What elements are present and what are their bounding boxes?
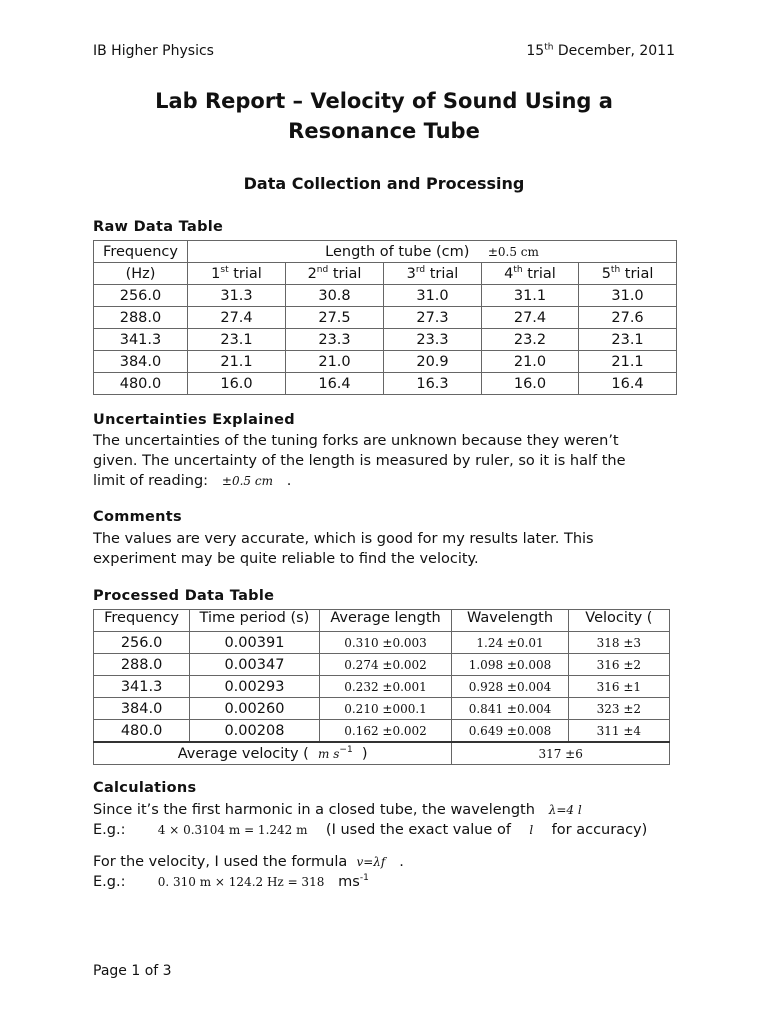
calculations-text: Since it’s the first harmonic in a closed tube, the wavelength λ=4 l E.g.: 4 × 0.3104 m = 1.242 m (I used the exact value of l for accuracy) For the velocity, I used the formula v=λf . E.g.: 0. 310 m × 124.2 Hz = 318 $ms^{-1}$ [93, 802, 648, 890]
data-cell: 384.0 [94, 698, 190, 720]
comments-text: The values are very accurate, which is good for my results later. This experiment may be quite reliable to find the velocity. [93, 531, 594, 567]
freq-header: Frequency [94, 241, 188, 263]
length-header: Length of tube (cm) ±0.5 cm [188, 241, 677, 263]
data-cell: 480.0 [94, 720, 190, 743]
data-cell: 316 ±2 [568, 654, 669, 676]
section-title: Data Collection and Processing [243, 174, 525, 193]
data-cell: 316 ±1 [568, 676, 669, 698]
data-cell: 0.310 ±0.003 [319, 632, 452, 654]
raw-data-table [93, 240, 677, 395]
data-cell: 318 ±3 [568, 632, 669, 654]
data-cell: 0.00260 [190, 698, 320, 720]
data-cell: 0.274 ±0.002 [319, 654, 452, 676]
trial-header: 1st trial [188, 263, 286, 285]
data-cell: 0.649 ±0.008 [452, 720, 568, 743]
data-cell: 0.162 ±0.002 [319, 720, 452, 743]
average-velocity-value: 317 ±6 [452, 742, 670, 765]
page-header [93, 43, 675, 59]
course-name: IB Higher Physics [93, 43, 214, 59]
report-date: 15th December, 2011 [526, 42, 675, 59]
data-cell: 1.24 ±0.01 [452, 632, 568, 654]
length-cell: 31.0 [384, 285, 482, 307]
data-cell: 311 ±4 [568, 720, 669, 743]
table-row [94, 351, 677, 373]
length-cell: 31.0 [579, 285, 677, 307]
length-cell: 23.2 [482, 329, 579, 351]
data-cell: 0.841 ±0.004 [452, 698, 568, 720]
data-cell: 0.00208 [190, 720, 320, 743]
table-row [94, 285, 677, 307]
column-header: Average length [319, 610, 452, 632]
length-cell: 16.4 [286, 373, 384, 395]
data-cell: 0.210 ±000.1 [319, 698, 452, 720]
document-page [93, 0, 675, 1024]
length-cell: 31.1 [482, 285, 579, 307]
table-row [94, 329, 677, 351]
length-cell: 21.0 [286, 351, 384, 373]
trial-header: 2nd trial [286, 263, 384, 285]
table-row [94, 698, 670, 720]
length-cell: 27.6 [579, 307, 677, 329]
length-cell: 27.5 [286, 307, 384, 329]
length-cell: 23.3 [384, 329, 482, 351]
data-cell: 0.00293 [190, 676, 320, 698]
length-cell: 23.3 [286, 329, 384, 351]
table-row [94, 307, 677, 329]
table-row [94, 632, 670, 654]
table-row [94, 373, 677, 395]
trial-header: 5th trial [579, 263, 677, 285]
freq-unit: (Hz) [94, 263, 188, 285]
length-cell: 21.1 [579, 351, 677, 373]
processed-data-table [93, 609, 670, 765]
data-cell: 288.0 [94, 654, 190, 676]
data-cell: 1.098 ±0.008 [452, 654, 568, 676]
length-cell: 31.3 [188, 285, 286, 307]
length-cell: 16.3 [384, 373, 482, 395]
data-cell: 341.3 [94, 676, 190, 698]
length-cell: 16.4 [579, 373, 677, 395]
length-cell: 23.1 [579, 329, 677, 351]
length-cell: 20.9 [384, 351, 482, 373]
data-cell: 0.00347 [190, 654, 320, 676]
frequency-cell: 384.0 [94, 351, 188, 373]
report-title: Lab Report – Velocity of Sound Using a Resonance Tube [155, 89, 613, 143]
length-cell: 27.4 [188, 307, 286, 329]
table-row [94, 654, 670, 676]
page-number: Page 1 of 3 [93, 963, 172, 979]
length-cell: 27.3 [384, 307, 482, 329]
data-cell: 323 ±2 [568, 698, 669, 720]
raw-data-heading: Raw Data Table [93, 219, 224, 235]
length-cell: 16.0 [482, 373, 579, 395]
trial-header: 4th trial [482, 263, 579, 285]
frequency-cell: 480.0 [94, 373, 188, 395]
table-row [94, 676, 670, 698]
data-cell: 0.00391 [190, 632, 320, 654]
frequency-cell: 341.3 [94, 329, 188, 351]
frequency-cell: 288.0 [94, 307, 188, 329]
average-velocity-label: Average velocity ( m $s^{-1}$ ) [94, 742, 452, 765]
uncertainties-text: The uncertainties of the tuning forks are unknown because they weren’t given. The uncertainty of the length is measured by ruler, so it is half the limit of reading: ±0.5 cm . [93, 433, 626, 489]
data-cell: 0.232 ±0.001 [319, 676, 452, 698]
calculations-heading: Calculations [93, 780, 197, 796]
trial-header: 3rd trial [384, 263, 482, 285]
data-cell: 0.928 ±0.004 [452, 676, 568, 698]
column-header: Frequency [94, 610, 190, 632]
length-cell: 30.8 [286, 285, 384, 307]
table-row [94, 720, 670, 743]
processed-data-heading: Processed Data Table [93, 588, 275, 604]
length-cell: 21.0 [482, 351, 579, 373]
frequency-cell: 256.0 [94, 285, 188, 307]
column-header: Wavelength [452, 610, 568, 632]
length-cell: 23.1 [188, 329, 286, 351]
column-header: Time period (s) [190, 610, 320, 632]
comments-heading: Comments [93, 509, 182, 525]
uncertainties-heading: Uncertainties Explained [93, 412, 295, 428]
length-cell: 27.4 [482, 307, 579, 329]
length-cell: 16.0 [188, 373, 286, 395]
length-cell: 21.1 [188, 351, 286, 373]
data-cell: 256.0 [94, 632, 190, 654]
column-header: Velocity ( [568, 610, 669, 632]
